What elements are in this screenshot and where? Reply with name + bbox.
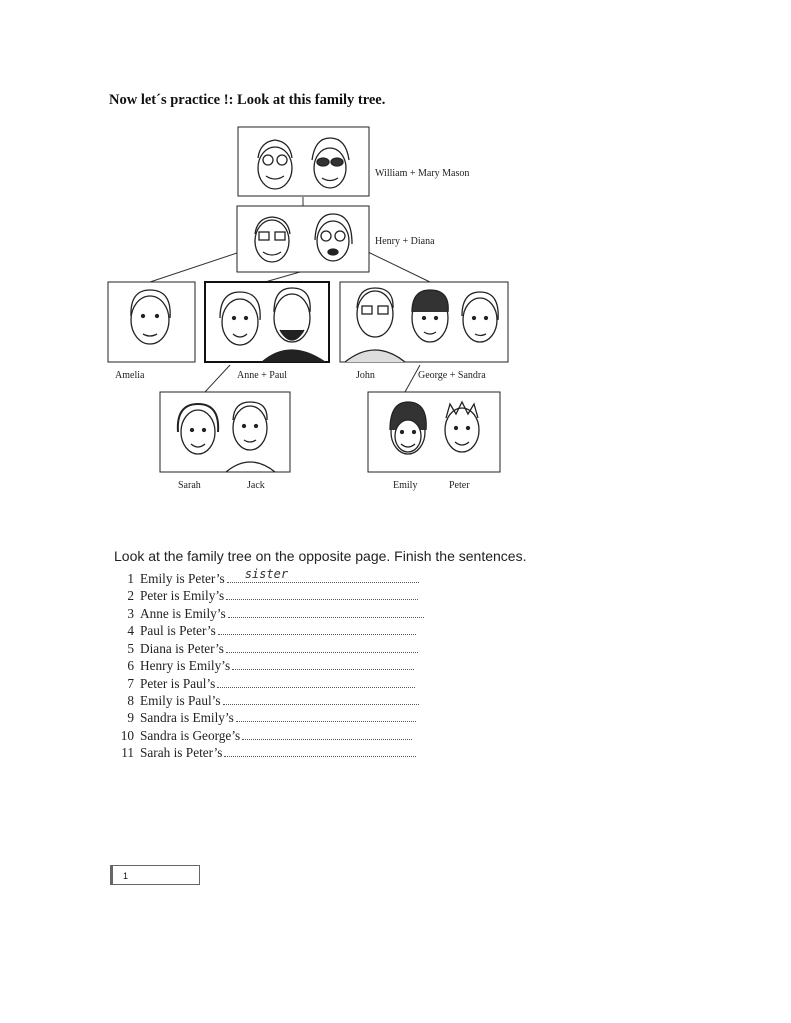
exercise-number: 1 xyxy=(127,571,134,586)
exercise-text: Peter is Emily’s xyxy=(140,588,225,603)
exercise-item xyxy=(112,567,419,587)
exercise-number: 5 xyxy=(127,641,134,656)
exercise-number: 11 xyxy=(121,745,134,760)
exercise-text: Henry is Emily’s xyxy=(140,658,231,673)
page-number: 1 xyxy=(110,865,200,885)
handwritten-answer: sister xyxy=(244,567,289,581)
answer-blank[interactable] xyxy=(226,642,418,653)
answer-blank[interactable] xyxy=(242,729,412,740)
exercise-number: 3 xyxy=(127,606,134,621)
exercise-number: 10 xyxy=(120,728,134,743)
exercise-item xyxy=(112,692,419,709)
exercise-item xyxy=(112,587,418,604)
exercise-number: 2 xyxy=(127,588,134,603)
exercise-text: Sandra is Emily’s xyxy=(140,710,234,725)
label-peter: Peter xyxy=(449,480,470,491)
exercise-text: Emily is Peter’s xyxy=(140,571,225,586)
answer-blank[interactable] xyxy=(236,711,416,722)
exercise-number: 4 xyxy=(127,623,134,638)
label-parents: Henry + Diana xyxy=(375,236,435,247)
exercise-item xyxy=(112,675,415,692)
label-grandparents: William + Mary Mason xyxy=(375,168,470,179)
exercise-text: Sarah is Peter’s xyxy=(140,745,223,760)
answer-blank[interactable] xyxy=(224,746,416,757)
label-john: John xyxy=(356,370,375,381)
exercise-text: Diana is Peter’s xyxy=(140,641,224,656)
answer-blank[interactable] xyxy=(226,589,418,600)
answer-blank[interactable] xyxy=(227,567,419,583)
exercise-number: 6 xyxy=(127,658,134,673)
answer-blank[interactable] xyxy=(232,659,414,670)
label-jack: Jack xyxy=(247,480,265,491)
label-amelia: Amelia xyxy=(115,370,145,381)
exercise-item xyxy=(112,709,416,726)
answer-blank[interactable] xyxy=(218,624,416,635)
answer-blank[interactable] xyxy=(223,694,419,705)
exercise-text: Paul is Peter’s xyxy=(140,623,216,638)
exercise-item xyxy=(112,605,424,622)
label-anne-paul: Anne + Paul xyxy=(237,370,288,381)
exercise-number: 9 xyxy=(127,710,134,725)
label-sarah: Sarah xyxy=(178,480,201,491)
exercise-item xyxy=(112,657,414,674)
answer-blank[interactable] xyxy=(228,607,424,618)
exercise-item xyxy=(112,622,416,639)
exercise-text: Emily is Paul’s xyxy=(140,693,221,708)
exercise-text: Anne is Emily’s xyxy=(140,606,226,621)
label-emily: Emily xyxy=(393,480,418,491)
label-george-sandra: George + Sandra xyxy=(418,370,486,381)
exercise-heading: Look at the family tree on the opposite page. Finish the sentences. xyxy=(114,548,527,564)
exercise-item xyxy=(112,727,412,744)
answer-blank[interactable] xyxy=(217,677,415,688)
exercise-text: Sandra is George’s xyxy=(140,728,241,743)
exercise-item xyxy=(112,744,416,761)
exercise-text: Peter is Paul’s xyxy=(140,676,216,691)
exercise-item xyxy=(112,640,418,657)
exercise-number: 7 xyxy=(127,676,134,691)
exercise-number: 8 xyxy=(127,693,134,708)
page-title: Now let´s practice !: Look at this family tree. xyxy=(109,92,386,108)
